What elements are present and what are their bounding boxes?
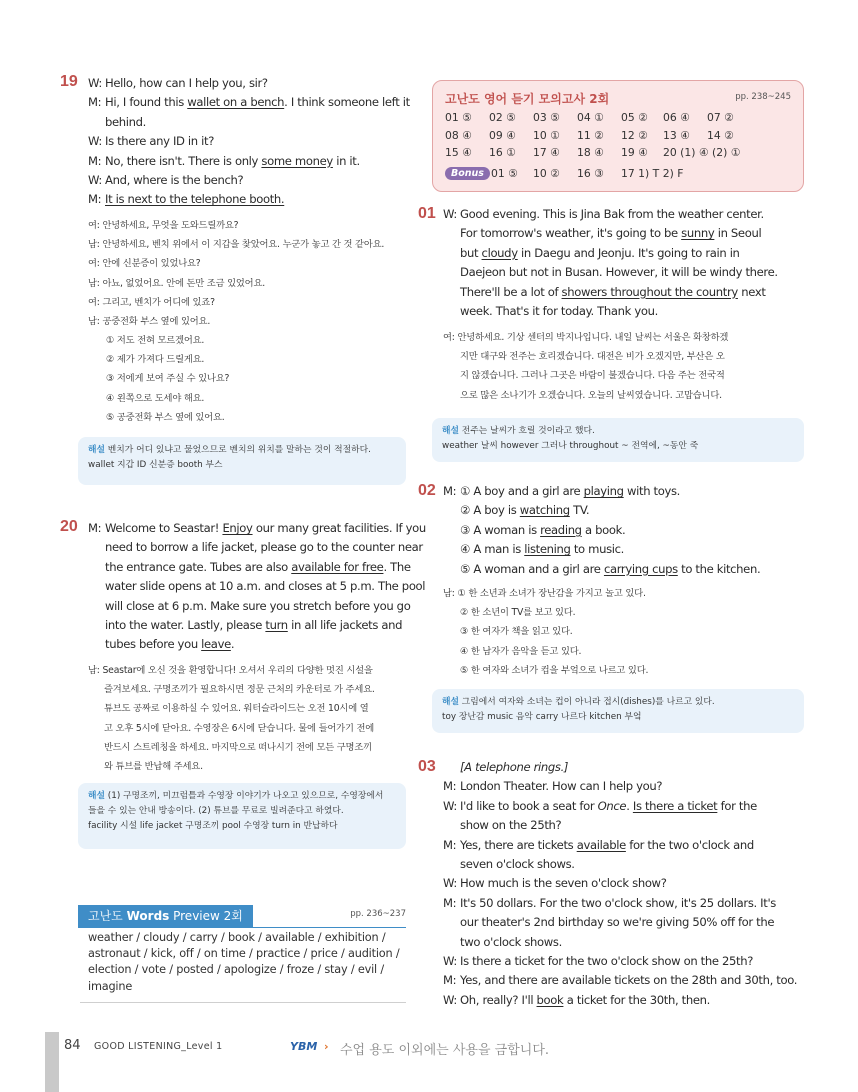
answer-cell: 10 ① xyxy=(533,128,560,142)
words-preview-header xyxy=(78,905,408,927)
underlined-answer: available xyxy=(576,837,626,852)
answer-cell: 16 ① xyxy=(489,146,516,159)
answer-cell: 05 ② xyxy=(621,111,648,124)
answer-cell: 03 ⑤ xyxy=(533,111,560,124)
answer-cell: 12 ② xyxy=(621,128,648,142)
underlined-answer: listening xyxy=(524,542,571,557)
translation-line: 튜브도 공짜로 이용하실 수 있어요. 워터슬라이드는 오전 10시에 열 xyxy=(104,703,369,715)
dialogue-line xyxy=(443,560,760,579)
dialogue-text: Oh, really? I'll xyxy=(460,992,537,1007)
dialogue-text: with toys. xyxy=(623,484,680,498)
dialogue-text: Is there any ID in it? xyxy=(105,134,215,149)
answer-cell: 11 ② xyxy=(577,128,604,142)
answer-cell: 01 ⑤ xyxy=(445,111,472,124)
dialogue-text: need to borrow a life jacket, please go to the counter near xyxy=(105,540,423,555)
words-preview-list: weather / cloudy / carry / book / available / exhibition / astronaut / kick, off / on time / practice / price / audition / election / vote / posted / apologize / froze / stay / evil / imagine xyxy=(88,931,400,993)
underlined-answer: watching xyxy=(519,503,570,518)
hint-vocab: wallet 지갑 ID 신분증 booth 부스 xyxy=(88,460,223,470)
dialogue-text: show on the 25th? xyxy=(460,818,562,833)
dialogue-line xyxy=(88,616,402,635)
dialogue-line xyxy=(88,171,243,190)
dialogue-text: ② A boy is xyxy=(460,503,520,518)
translation-line: 지만 대구와 전주는 흐리겠습니다. 대전은 비가 오겠지만, 부산은 오 xyxy=(460,351,725,363)
question-number-20: 20 xyxy=(60,518,78,535)
bonus-answer: 10 ② xyxy=(533,167,560,180)
answer-cell: 09 ④ xyxy=(489,128,516,142)
dialogue-line xyxy=(443,816,561,835)
answer-key-title: 고난도 영어 듣기 모의고사 2회 xyxy=(445,92,610,106)
dialogue-line xyxy=(443,521,625,540)
dialogue-line xyxy=(443,224,761,243)
speaker-label: M: xyxy=(88,95,102,110)
dialogue-text: Welcome to Seastar! xyxy=(105,521,223,535)
dialogue-text: ① A boy and a girl are xyxy=(460,484,584,498)
translation-line: 반드시 스트레칭을 하세요. 마지막으로 떠나시기 전에 모든 구명조끼 xyxy=(104,741,372,753)
translation-line: 으로 많은 소나기가 오겠습니다. 오늘의 날씨였습니다. 고맙습니다. xyxy=(460,389,722,401)
dialogue-text: . The xyxy=(383,559,411,574)
translation-line: 즐겨보세요. 구명조끼가 필요하시면 정문 근처의 카운터로 가 주세요. xyxy=(104,684,375,696)
dialogue-text: Hello, how can I help you, sir? xyxy=(105,76,268,90)
dialogue-text: behind. xyxy=(105,114,147,129)
dialogue-line xyxy=(443,874,667,893)
dialogue-line xyxy=(88,113,146,132)
dialogue-text: . xyxy=(626,798,633,813)
translation-line: 남: 안녕하세요, 벤치 위에서 이 지갑을 찾았어요. 누군가 놓고 간 것 같아요. xyxy=(88,239,385,251)
dialogue-text: Daejeon but not in Busan. However, it will be windy there. xyxy=(460,265,778,280)
speaker-label: M: xyxy=(88,192,102,207)
words-preview-label: 고난도 Words Preview 2회 xyxy=(78,905,253,927)
answer-cell: 15 ④ xyxy=(445,146,472,159)
usage-notice: 수업 용도 이외에는 사용을 금합니다. xyxy=(340,1043,550,1058)
dialogue-line xyxy=(88,519,426,538)
dialogue-text: in it. xyxy=(332,153,360,168)
dialogue-line xyxy=(443,283,766,302)
answer-cell: 20 (1) ④ (2) ① xyxy=(663,146,741,159)
dialogue-line xyxy=(443,894,776,913)
answer-key-pages: pp. 238~245 xyxy=(735,92,791,102)
translation-line: 와 튜브를 반납해 주세요. xyxy=(104,761,203,772)
dialogue-text: . xyxy=(230,637,235,652)
underlined-answer: showers throughout the country xyxy=(561,284,738,299)
underlined-answer: turn xyxy=(265,618,288,632)
dialogue-text: Yes, and there are available tickets on the 28th and 30th, too. xyxy=(460,973,798,988)
translation-line: 남: 공중전화 부스 옆에 있어요. xyxy=(88,316,211,327)
underlined-answer: Is there a ticket xyxy=(632,798,718,813)
dialogue-line xyxy=(443,482,680,501)
hint-text: 벤치가 어디 있냐고 물었으므로 벤치의 위치를 말하는 것이 적절하다. xyxy=(107,445,371,455)
dialogue-text: a book. xyxy=(581,522,626,537)
dialogue-text: I'd like to book a seat for xyxy=(460,798,598,813)
dialogue-line xyxy=(443,302,658,321)
question-number-02: 02 xyxy=(418,482,436,499)
speaker-label: W: xyxy=(443,207,457,221)
underlined-answer: wallet on a bench xyxy=(187,95,285,110)
dialogue-text: [A telephone rings.] xyxy=(460,760,569,774)
hint-label: 해설 xyxy=(442,697,459,707)
speaker-label: W: xyxy=(443,992,457,1007)
underlined-answer: book xyxy=(536,992,564,1007)
bonus-answer: 17 1) T 2) F xyxy=(621,167,684,180)
dialogue-text: seven o'clock shows. xyxy=(460,857,575,871)
dialogue-text: And, where is the bench? xyxy=(105,173,244,187)
translation-line: 고 오후 5시에 닫아요. 수영장은 6시에 닫습니다. 물에 들어가기 전에 xyxy=(104,722,375,734)
hint-vocab: toy 장난감 music 음악 carry 나르다 kitchen 부엌 xyxy=(442,712,642,722)
speaker-label: W: xyxy=(443,798,457,813)
q19-hint-box xyxy=(78,437,406,485)
translation-line: ④ 한 남자가 음악을 듣고 있다. xyxy=(460,645,582,657)
speaker-label: W: xyxy=(88,134,102,149)
answer-cell: 19 ④ xyxy=(621,146,648,159)
dialogue-text: Yes, there are tickets xyxy=(460,837,577,852)
speaker-label: M: xyxy=(88,153,102,168)
dialogue-line xyxy=(443,244,740,263)
ybm-logo: YBM xyxy=(290,1040,318,1053)
dialogue-text: There'll be a lot of xyxy=(460,284,562,299)
dialogue-line xyxy=(88,635,234,654)
answer-cell: 18 ④ xyxy=(577,146,604,159)
dialogue-line xyxy=(88,577,425,596)
dialogue-text: ④ A man is xyxy=(460,542,525,557)
hint-label: 해설 xyxy=(442,426,459,436)
arrow-icon: › xyxy=(324,1040,329,1053)
dialogue-text: No, there isn't. There is only xyxy=(105,153,262,168)
translation-line: ① 저도 전혀 모르겠어요. xyxy=(106,335,205,346)
underlined-answer: sunny xyxy=(681,226,715,241)
speaker-label: M: xyxy=(443,973,457,988)
dialogue-text: into the water. Lastly, please xyxy=(105,618,266,632)
footer-bar xyxy=(45,1032,59,1092)
dialogue-text: in Seoul xyxy=(714,226,762,241)
words-preview-pages: pp. 236~237 xyxy=(350,909,406,919)
dialogue-line xyxy=(443,952,753,971)
dialogue-text: London Theater. How can I help you? xyxy=(460,779,663,794)
dialogue-line xyxy=(88,74,268,93)
dialogue-line xyxy=(88,190,284,209)
hint-vocab: weather 날씨 however 그러나 throughout ~ 전역에, ~동안 죽 xyxy=(442,441,699,451)
dialogue-line xyxy=(443,991,710,1010)
dialogue-text: ⑤ A woman and a girl are xyxy=(460,561,604,576)
bonus-answer: 01 ⑤ xyxy=(491,167,518,180)
translation-line: ② 한 소년이 TV를 보고 있다. xyxy=(460,607,576,619)
underlined-answer: carrying cups xyxy=(603,561,678,576)
dialogue-text: water slide opens at 10 a.m. and closes at 5 p.m. The pool xyxy=(105,579,426,594)
translation-line: ③ 저에게 보여 주실 수 있나요? xyxy=(106,373,230,385)
dialogue-line xyxy=(443,777,662,796)
underlined-answer: Enjoy xyxy=(222,521,253,535)
dialogue-line xyxy=(88,538,423,557)
hint-text-1: (1) 구명조끼, 미끄럼틀과 수영장 이야기가 나오고 있으므로, 수영장에서 xyxy=(107,791,384,801)
dialogue-text: How much is the seven o'clock show? xyxy=(460,876,667,891)
dialogue-text: For tomorrow's weather, it's going to be xyxy=(460,226,682,241)
dialogue-line xyxy=(443,758,568,777)
dialogue-text: ③ A woman is xyxy=(460,522,541,537)
question-number-19: 19 xyxy=(60,73,78,90)
hint-text: 그림에서 여자와 소녀는 컵이 아니라 접시(dishes)를 나르고 있다. xyxy=(461,697,715,707)
dialogue-text: the entrance gate. Tubes are also xyxy=(105,559,292,574)
dialogue-text: in all life jackets and xyxy=(287,618,403,632)
answer-cell: 13 ④ xyxy=(663,128,690,142)
dialogue-text: in Daegu and Jeonju. It's going to rain in xyxy=(517,245,740,260)
dialogue-text: our many great facilities. If you xyxy=(252,521,426,535)
answer-cell: 08 ④ xyxy=(445,128,472,142)
speaker-label: W: xyxy=(443,876,457,891)
speaker-label: W: xyxy=(443,954,457,968)
bonus-badge: Bonus xyxy=(445,167,490,180)
translation-line: ② 제가 가져다 드릴게요. xyxy=(106,354,205,366)
dialogue-line xyxy=(443,501,589,520)
dialogue-line xyxy=(88,152,360,171)
dialogue-line xyxy=(443,913,774,932)
dialogue-line xyxy=(443,933,562,952)
dialogue-line xyxy=(443,971,797,990)
answer-cell: 17 ④ xyxy=(533,146,560,159)
hint-label: 해설 xyxy=(88,791,105,801)
underlined-answer: reading xyxy=(540,522,582,537)
speaker-label: W: xyxy=(88,76,102,90)
translation-line: ④ 왼쪽으로 도세야 해요. xyxy=(106,392,205,404)
dialogue-text: week. That's it for today. Thank you. xyxy=(460,304,658,318)
dialogue-text: It's 50 dollars. For the two o'clock show, it's 25 dollars. It's xyxy=(460,895,776,910)
speaker-label: M: xyxy=(443,895,457,910)
dialogue-text: Hi, I found this xyxy=(105,95,188,110)
translation-line: 여: 안에 신분증이 있었나요? xyxy=(88,258,201,270)
dialogue-text: a ticket for the 30th, then. xyxy=(563,992,710,1007)
hint-text: 전주는 날씨가 흐릴 것이라고 했다. xyxy=(461,426,595,436)
speaker-label: M: xyxy=(443,837,457,852)
dialogue-line xyxy=(443,836,754,855)
speaker-label: M: xyxy=(443,484,457,498)
answer-cell: 04 ① xyxy=(577,111,604,124)
translation-line: 여: 그리고, 벤치가 어디에 있죠? xyxy=(88,296,215,308)
q01-hint-box xyxy=(432,418,804,462)
dialogue-text: two o'clock shows. xyxy=(460,934,562,949)
dialogue-line xyxy=(88,558,411,577)
translation-line: 지 않겠습니다. 그러나 그곳은 바람이 불겠습니다. 다음 주는 전국적 xyxy=(460,370,725,382)
dialogue-text: to music. xyxy=(570,542,625,557)
dialogue-line xyxy=(443,855,575,874)
dialogue-text: for the two o'clock and xyxy=(625,837,754,852)
answer-cell: 14 ② xyxy=(707,128,734,142)
translation-line: ③ 한 여자가 책을 읽고 있다. xyxy=(460,626,573,638)
dialogue-line xyxy=(88,93,410,112)
translation-line: 남: 아뇨, 없었어요. 안에 돈만 조금 있었어요. xyxy=(88,277,266,289)
hint-text-2: 들을 수 있는 안내 방송이다. (2) 튜브를 무료로 빌려준다고 하였다. xyxy=(88,806,344,816)
underlined-answer: leave xyxy=(201,637,231,652)
dialogue-line xyxy=(443,540,624,559)
dialogue-text: . I think someone left it xyxy=(284,95,410,110)
underlined-answer: some money xyxy=(261,153,333,168)
page-number: 84 xyxy=(64,1038,81,1053)
book-title: GOOD LISTENING_Level 1 xyxy=(94,1041,223,1052)
dialogue-line xyxy=(443,205,764,224)
dialogue-text: next xyxy=(737,284,766,299)
translation-line: 여: 안녕하세요, 무엇을 도와드릴까요? xyxy=(88,220,239,231)
translation-line: 남: Seastar에 오신 것을 환영합니다! 오셔서 우리의 다양한 멋진 시설을 xyxy=(88,665,373,676)
underlined-answer: cloudy xyxy=(481,245,518,260)
answer-cell: 02 ⑤ xyxy=(489,111,516,124)
answer-cell: 07 ② xyxy=(707,111,734,124)
question-number-03: 03 xyxy=(418,758,436,775)
dialogue-text: to the kitchen. xyxy=(677,561,761,576)
speaker-label: M: xyxy=(443,779,457,794)
dialogue-text: for the xyxy=(717,798,757,813)
dialogue-text: but xyxy=(460,245,482,260)
translation-line: ⑤ 한 여자와 소녀가 컵을 부엌으로 나르고 있다. xyxy=(460,664,649,676)
dialogue-line xyxy=(443,263,778,282)
dialogue-line xyxy=(88,132,214,151)
answer-cell: 06 ④ xyxy=(663,111,690,124)
underlined-answer: It is next to the telephone booth. xyxy=(105,192,285,207)
dialogue-text: Good evening. This is Jina Bak from the weather center. xyxy=(460,207,764,221)
answer-key-box xyxy=(432,80,804,192)
dialogue-text: Is there a ticket for the two o'clock show on the 25th? xyxy=(460,954,754,968)
dialogue-text: tubes before you xyxy=(105,637,202,652)
question-number-01: 01 xyxy=(418,205,436,222)
dialogue-text: will close at 6 p.m. Make sure you stretch before you go xyxy=(105,598,411,613)
q02-hint-box xyxy=(432,689,804,733)
dialogue-text: TV. xyxy=(569,503,590,518)
speaker-label: M: xyxy=(88,521,102,535)
dialogue-text: our theater's 2nd birthday so we're giving 50% off for the xyxy=(460,915,775,930)
translation-line: 여: 안녕하세요. 기상 센터의 박지나입니다. 내일 날씨는 서울은 화창하겠 xyxy=(443,332,729,343)
hint-vocab: facility 시설 life jacket 구명조끼 pool 수영장 turn in 반납하다 xyxy=(88,821,338,831)
q20-hint-box xyxy=(78,783,406,849)
translation-line: ⑤ 공중전화 부스 옆에 있어요. xyxy=(106,411,225,423)
dialogue-line xyxy=(443,797,757,816)
dialogue-text: Once xyxy=(597,798,627,813)
speaker-label: W: xyxy=(88,173,102,187)
underlined-answer: playing xyxy=(583,484,624,498)
underlined-answer: available for free xyxy=(291,559,384,574)
dialogue-line xyxy=(88,597,410,616)
translation-line: 남: ① 한 소년과 소녀가 장난감을 가지고 놀고 있다. xyxy=(443,588,646,599)
bonus-answer: 16 ③ xyxy=(577,167,604,180)
hint-label: 해설 xyxy=(88,445,105,455)
